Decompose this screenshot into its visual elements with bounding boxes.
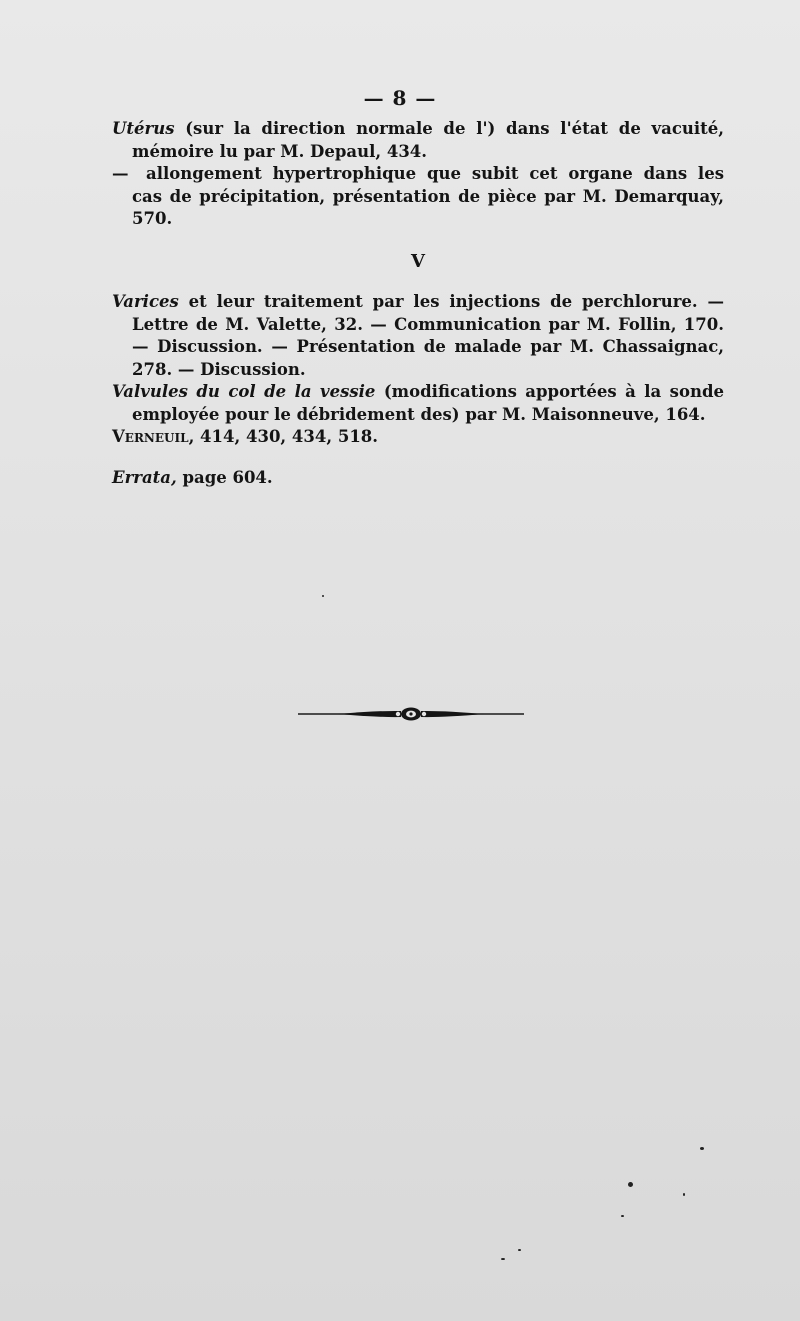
index-entry-verneuil bbox=[112, 426, 724, 449]
index-entry-varices bbox=[112, 291, 724, 381]
entry-term: Utérus bbox=[112, 119, 175, 138]
entry-author-name: Verneuil bbox=[112, 427, 189, 446]
section-letter-v: V bbox=[411, 250, 425, 272]
entry-term: Varices bbox=[112, 292, 179, 311]
paper-speck bbox=[322, 595, 324, 597]
index-entry-uterus bbox=[112, 118, 724, 163]
entry-text: , 414, 430, 434, 518. bbox=[188, 427, 379, 446]
page-number: — 8 — bbox=[363, 86, 437, 110]
entry-dash: — bbox=[112, 164, 129, 183]
index-content bbox=[112, 118, 724, 489]
paper-speck bbox=[683, 1193, 685, 1196]
paper-speck bbox=[700, 1147, 704, 1150]
errata-line bbox=[112, 467, 724, 490]
paper-speck bbox=[518, 1249, 521, 1251]
entry-text: (modifications apportées à la sonde employée pour le débridement des) par M. Maisonneuve, 164. bbox=[132, 382, 725, 424]
index-entry-valvules bbox=[112, 381, 724, 426]
entry-text: allongement hypertrophique que subit cet organe dans les cas de précipitation, présentation de pièce par M. Demarquay, 570. bbox=[132, 164, 724, 228]
index-subentry-allongement bbox=[112, 163, 724, 231]
errata-text: page 604. bbox=[176, 467, 273, 487]
entry-term: Valvules du col de la vessie bbox=[112, 382, 376, 401]
entry-text: (sur la direction normale de l') dans l'état de vacuité, mémoire lu par M. Depaul, 434. bbox=[132, 119, 724, 161]
paper-speck bbox=[621, 1215, 624, 1217]
paper-speck bbox=[628, 1182, 633, 1187]
errata-term: Errata, bbox=[112, 467, 177, 487]
paper-speck bbox=[501, 1258, 505, 1260]
end-ornament-icon bbox=[298, 703, 524, 725]
entry-text: et leur traitement par les injections de perchlorure. — Lettre de M. Valette, 32. — Communication par M. Follin, 170. — Discussion. — Présentation de malade par M. Chassaignac, 278. — Discussion. bbox=[132, 292, 724, 379]
